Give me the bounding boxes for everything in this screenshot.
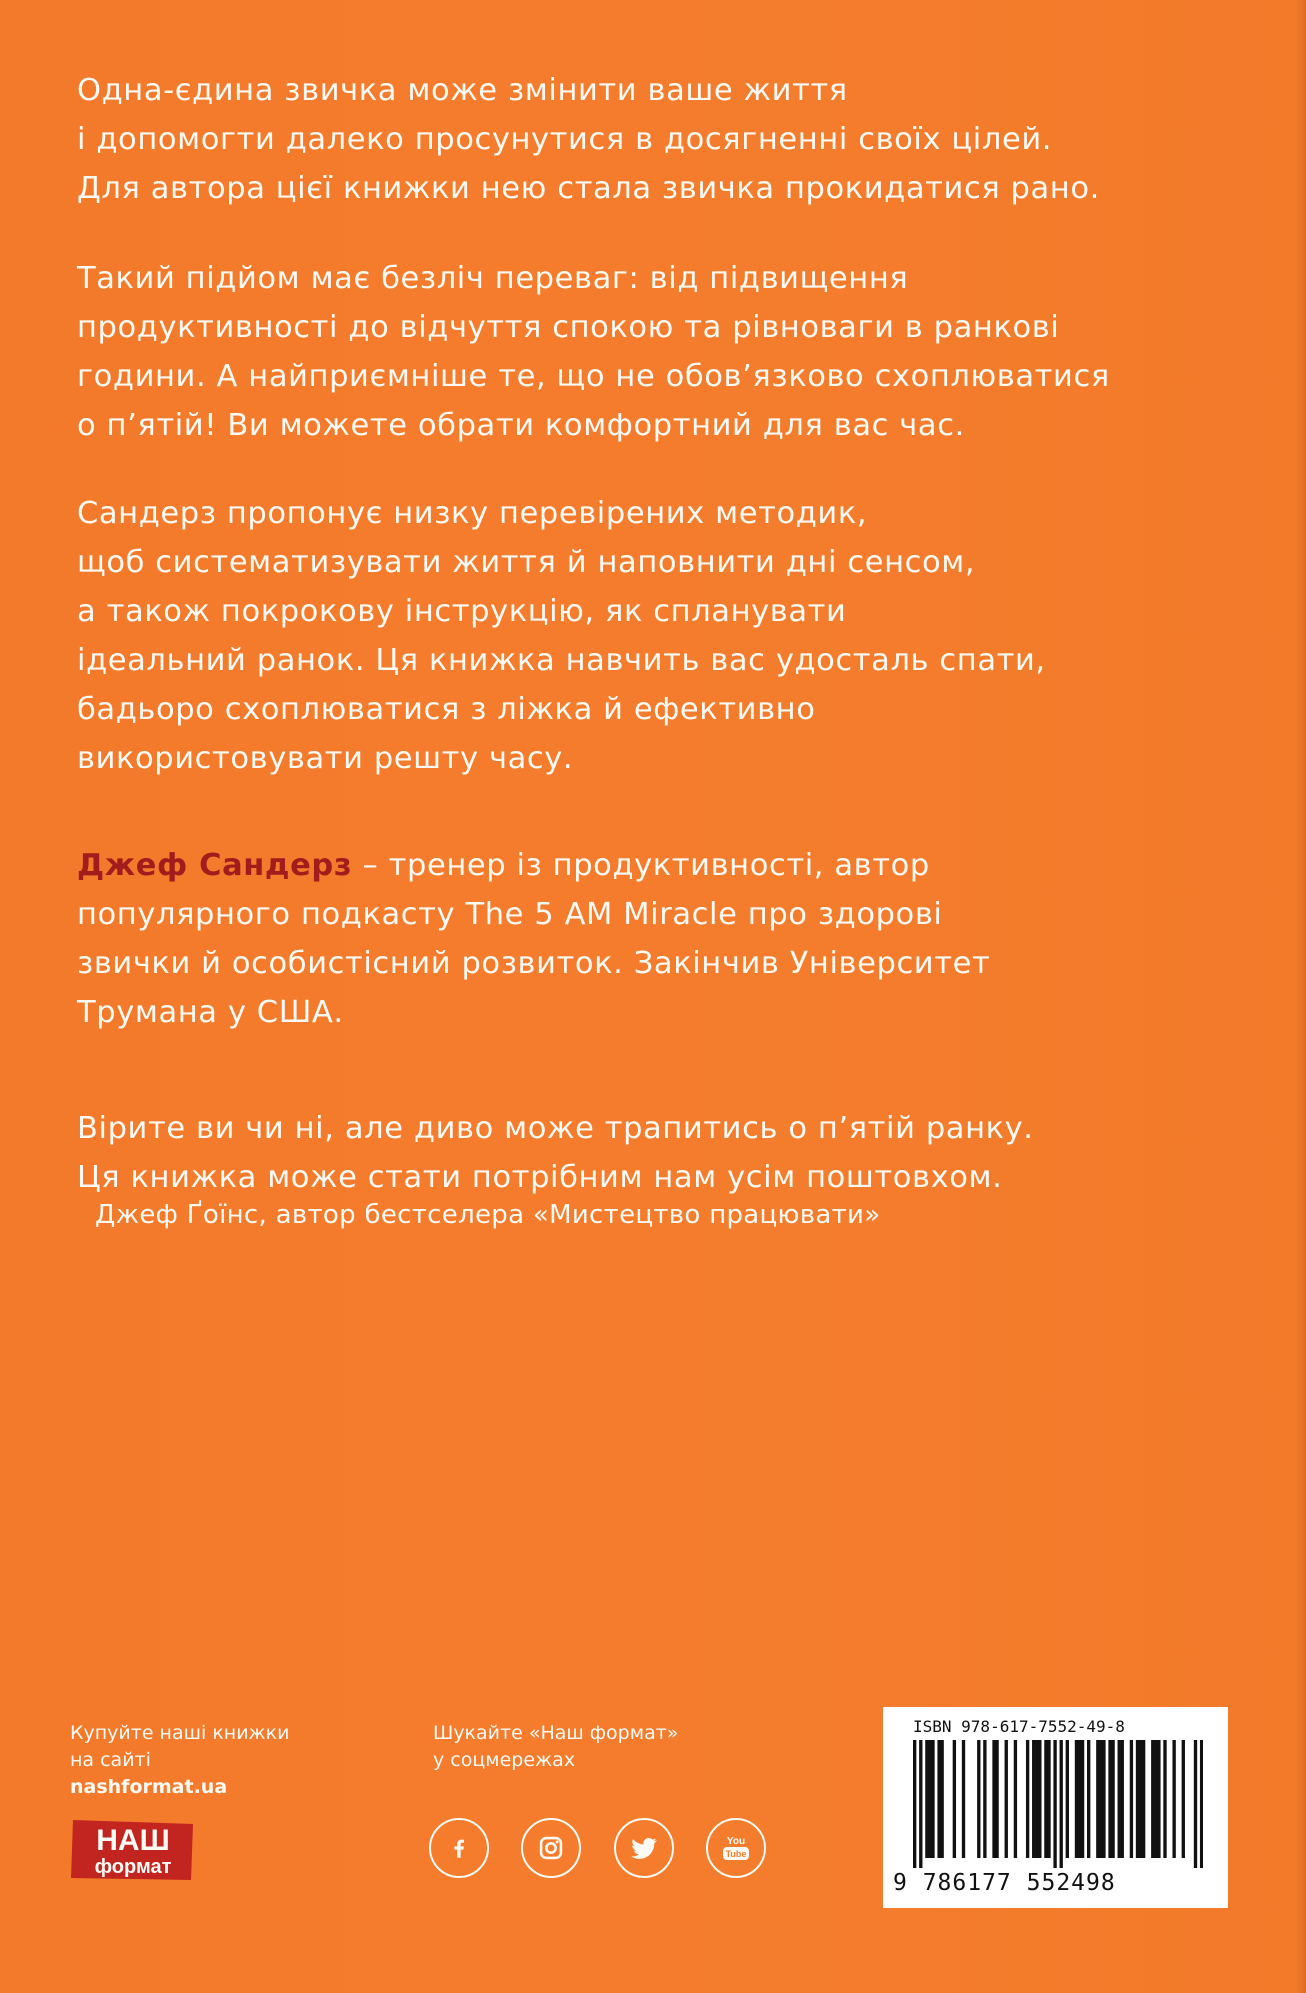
cover-edge-shadow bbox=[1296, 0, 1306, 1993]
text-line: Одна-єдина звичка може змінити ваше життя bbox=[77, 73, 848, 108]
barcode-bar bbox=[1078, 1740, 1081, 1858]
barcode-bar bbox=[1142, 1740, 1145, 1858]
site-prefix: на сайті bbox=[70, 1749, 151, 1771]
barcode-bar bbox=[1026, 1740, 1029, 1858]
text-line bbox=[70, 1747, 290, 1801]
barcode-bar bbox=[1099, 1740, 1102, 1858]
barcode-bar bbox=[937, 1740, 940, 1858]
barcode-bar bbox=[1121, 1740, 1124, 1858]
barcode-bar bbox=[1163, 1740, 1166, 1858]
author-name: Джеф Сандерз bbox=[77, 848, 353, 883]
barcode-bar bbox=[1044, 1740, 1047, 1858]
description-paragraph-1 bbox=[77, 66, 1227, 213]
text-line: ідеальний ранок. Ця книжка навчить вас удосталь спати, bbox=[77, 643, 1046, 678]
barcode-bar bbox=[1111, 1740, 1114, 1858]
quote-attribution: Джеф Ґоїнс, автор бестселера «Мистецтво працювати» bbox=[95, 1200, 881, 1230]
instagram-glyph bbox=[537, 1834, 565, 1862]
barcode-bar bbox=[1053, 1740, 1056, 1868]
twitter-glyph bbox=[629, 1833, 659, 1863]
barcode-bar bbox=[913, 1740, 916, 1868]
barcode-bar bbox=[1081, 1740, 1084, 1858]
logo-text-top: НАШ bbox=[96, 1824, 170, 1857]
logo-text-bottom: формат bbox=[94, 1856, 172, 1878]
barcode-bar bbox=[919, 1740, 922, 1868]
barcode-bar bbox=[1108, 1740, 1111, 1858]
barcode-bar bbox=[995, 1740, 998, 1858]
barcode-bar bbox=[925, 1740, 928, 1858]
barcode-bar bbox=[953, 1740, 956, 1858]
barcode-bar bbox=[1151, 1740, 1154, 1858]
barcode-bar bbox=[1118, 1740, 1121, 1858]
barcode-bar bbox=[1194, 1740, 1197, 1868]
barcode-bar bbox=[1154, 1740, 1157, 1858]
barcode-bar bbox=[1047, 1740, 1050, 1858]
instagram-icon[interactable] bbox=[521, 1818, 581, 1878]
publisher-logo bbox=[69, 1818, 195, 1882]
text-line: а також покрокову інструкцію, як спланувати bbox=[77, 594, 847, 629]
barcode-bar bbox=[1130, 1740, 1133, 1858]
barcode-bars bbox=[913, 1740, 1203, 1868]
text-line bbox=[77, 841, 1227, 890]
youtube-text-you: You bbox=[726, 1836, 746, 1847]
text-line: звички й особистісний розвиток. Закінчив Університет bbox=[77, 946, 991, 981]
description-paragraph-2 bbox=[77, 254, 1227, 450]
text-line: у соцмережах bbox=[433, 1749, 576, 1771]
barcode-bar bbox=[983, 1740, 986, 1858]
barcode-bar bbox=[931, 1740, 934, 1858]
barcode-bar bbox=[1075, 1740, 1078, 1858]
social-note bbox=[433, 1720, 678, 1774]
text-line: Купуйте наші книжки bbox=[70, 1722, 290, 1744]
barcode-bar bbox=[1038, 1740, 1041, 1858]
barcode-bar bbox=[1200, 1740, 1203, 1868]
buy-books-note bbox=[70, 1720, 290, 1801]
barcode-bar bbox=[1157, 1740, 1160, 1858]
text-line: Для автора цієї книжки нею стала звичка прокидатися рано. bbox=[77, 171, 1100, 206]
barcode-bar bbox=[1060, 1740, 1063, 1868]
text-line: Сандерз пропонує низку перевірених методик, bbox=[77, 496, 868, 531]
text-line: години. А найприємніше те, що не обов’язково схоплюватися bbox=[77, 359, 1110, 394]
barcode-bar bbox=[1087, 1740, 1090, 1858]
text-line: Такий підйом має безліч переваг: від підвищення bbox=[77, 261, 909, 296]
barcode-bar bbox=[977, 1740, 980, 1858]
youtube-glyph bbox=[718, 1830, 754, 1866]
facebook-icon[interactable] bbox=[429, 1818, 489, 1878]
facebook-glyph bbox=[446, 1835, 472, 1861]
text-line: бадьоро схоплюватися з ліжка й ефективно bbox=[77, 692, 816, 727]
barcode-bar bbox=[962, 1740, 965, 1858]
barcode-bar bbox=[1096, 1740, 1099, 1858]
barcode-bar bbox=[1066, 1740, 1069, 1858]
isbn-barcode bbox=[883, 1707, 1228, 1908]
barcode-bar bbox=[1032, 1740, 1035, 1858]
text-line: о п’ятій! Ви можете обрати комфортний для вас час. bbox=[77, 408, 965, 443]
barcode-bar bbox=[1102, 1740, 1105, 1858]
barcode-bar bbox=[1139, 1740, 1142, 1858]
description-paragraph-3 bbox=[77, 489, 1227, 783]
site-link[interactable]: nashformat.ua bbox=[70, 1776, 228, 1798]
blurb-quote bbox=[77, 1104, 1227, 1202]
barcode-bar bbox=[992, 1740, 995, 1858]
text-line: Вірите ви чи ні, але диво може трапитись о п’ятій ранку. bbox=[77, 1111, 1034, 1146]
text-line: Ця книжка може стати потрібним нам усім поштовхом. bbox=[77, 1160, 1003, 1195]
bio-text: – тренер із продуктивності, автор bbox=[352, 848, 930, 883]
text-line: популярного подкасту The 5 AM Miracle про здорові bbox=[77, 897, 943, 932]
text-line: щоб систематизувати життя й наповнити дні сенсом, bbox=[77, 545, 976, 580]
barcode-bar bbox=[1182, 1740, 1185, 1858]
isbn-label: ISBN 978-617-7552-49-8 bbox=[913, 1717, 1125, 1736]
text-line: використовувати решту часу. bbox=[77, 741, 574, 776]
youtube-icon[interactable] bbox=[706, 1818, 766, 1878]
barcode-digits: 9 786177 552498 bbox=[893, 1870, 1116, 1896]
barcode-bar bbox=[940, 1740, 943, 1858]
text-line: Шукайте «Наш формат» bbox=[433, 1722, 679, 1744]
barcode-bar bbox=[1005, 1740, 1008, 1858]
twitter-icon[interactable] bbox=[614, 1818, 674, 1878]
barcode-bar bbox=[1014, 1740, 1017, 1858]
youtube-text-tube: Tube bbox=[725, 1849, 747, 1859]
barcode-bar bbox=[928, 1740, 931, 1858]
barcode-bar bbox=[1172, 1740, 1175, 1858]
author-bio bbox=[77, 841, 1227, 1037]
text-line: і допомогти далеко просунутися в досягненні своїх цілей. bbox=[77, 122, 1053, 157]
text-line: Трумана у США. bbox=[77, 995, 344, 1030]
text-line: продуктивності до відчуття спокою та рівноваги в ранкові bbox=[77, 310, 1060, 345]
barcode-bar bbox=[1035, 1740, 1038, 1858]
barcode-bar bbox=[1136, 1740, 1139, 1858]
